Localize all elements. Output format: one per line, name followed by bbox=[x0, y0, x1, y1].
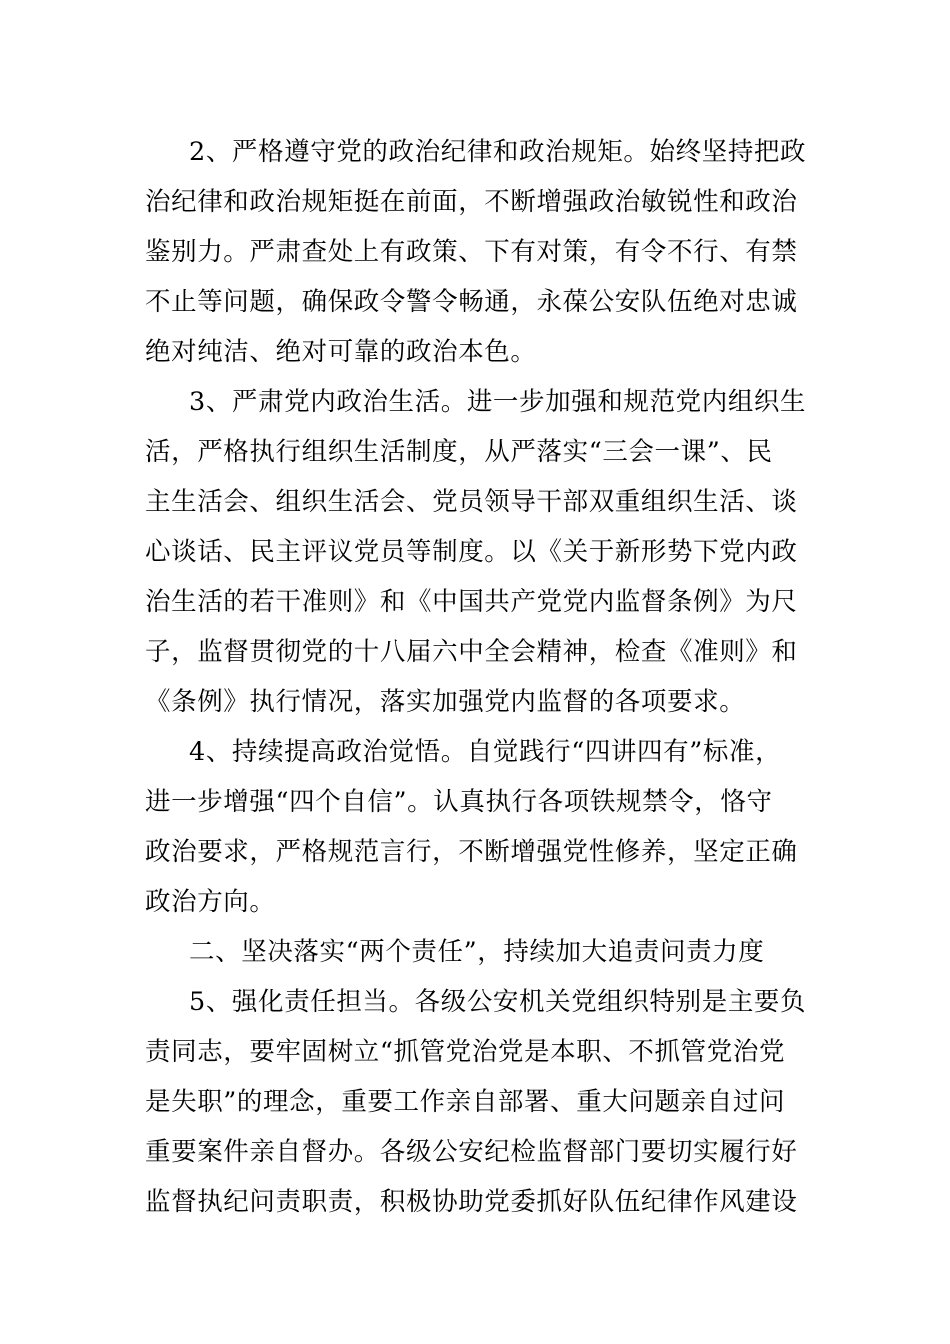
text-line: 绝对纯洁、绝对可靠的政治本色。 bbox=[145, 337, 537, 367]
text-line: 不止等问题，确保政令警令畅通，永葆公安队伍绝对忠诚 bbox=[145, 287, 798, 317]
text-line: 治纪律和政治规矩挺在前面，不断增强政治敏锐性和政治 bbox=[145, 187, 798, 217]
paragraph-item-3 bbox=[145, 377, 805, 727]
text-line: 重要案件亲自督办。各级公安纪检监督部门要切实履行好 bbox=[145, 1137, 798, 1167]
text-line: 主生活会、组织生活会、党员领导干部双重组织生活、谈 bbox=[145, 487, 798, 517]
text-line: 心谈话、民主评议党员等制度。以《关于新形势下党内政 bbox=[145, 537, 798, 567]
text-line: 活，严格执行组织生活制度，从严落实“三会一课”、民 bbox=[145, 437, 773, 467]
paragraph-item-2 bbox=[145, 127, 805, 377]
text-line: 4、持续提高政治觉悟。自觉践行“四讲四有”标准， bbox=[189, 737, 782, 767]
text-line: 政治方向。 bbox=[145, 887, 276, 917]
text-line: 子，监督贯彻党的十八届六中全会精神，检查《准则》和 bbox=[145, 637, 798, 667]
text-line: 3、严肃党内政治生活。进一步加强和规范党内组织生 bbox=[189, 387, 807, 417]
paragraph-item-5 bbox=[145, 977, 805, 1227]
text-line: 5、强化责任担当。各级公安机关党组织特别是主要负 bbox=[189, 987, 807, 1017]
text-line: 监督执纪问责职责，积极协助党委抓好队伍纪律作风建设 bbox=[145, 1187, 798, 1217]
paragraph-item-4 bbox=[145, 727, 805, 927]
text-line: 《条例》执行情况，落实加强党内监督的各项要求。 bbox=[145, 687, 746, 717]
text-line: 治生活的若干准则》和《中国共产党党内监督条例》为尺 bbox=[145, 587, 798, 617]
text-line: 二、坚决落实“两个责任”，持续加大追责问责力度 bbox=[189, 937, 765, 967]
text-line: 责同志，要牢固树立“抓管党治党是本职、不抓管党治党 bbox=[145, 1037, 786, 1067]
section-heading bbox=[145, 927, 805, 977]
text-line: 是失职”的理念，重要工作亲自部署、重大问题亲自过问 bbox=[145, 1087, 786, 1117]
text-line: 进一步增强“四个自信”。认真执行各项铁规禁令，恪守 bbox=[145, 787, 773, 817]
text-line: 2、严格遵守党的政治纪律和政治规矩。始终坚持把政 bbox=[189, 137, 807, 167]
text-line: 鉴别力。严肃查处上有政策、下有对策，有令不行、有禁 bbox=[145, 237, 798, 267]
text-line: 政治要求，严格规范言行，不断增强党性修养，坚定正确 bbox=[145, 837, 798, 867]
document-page bbox=[145, 127, 805, 1227]
